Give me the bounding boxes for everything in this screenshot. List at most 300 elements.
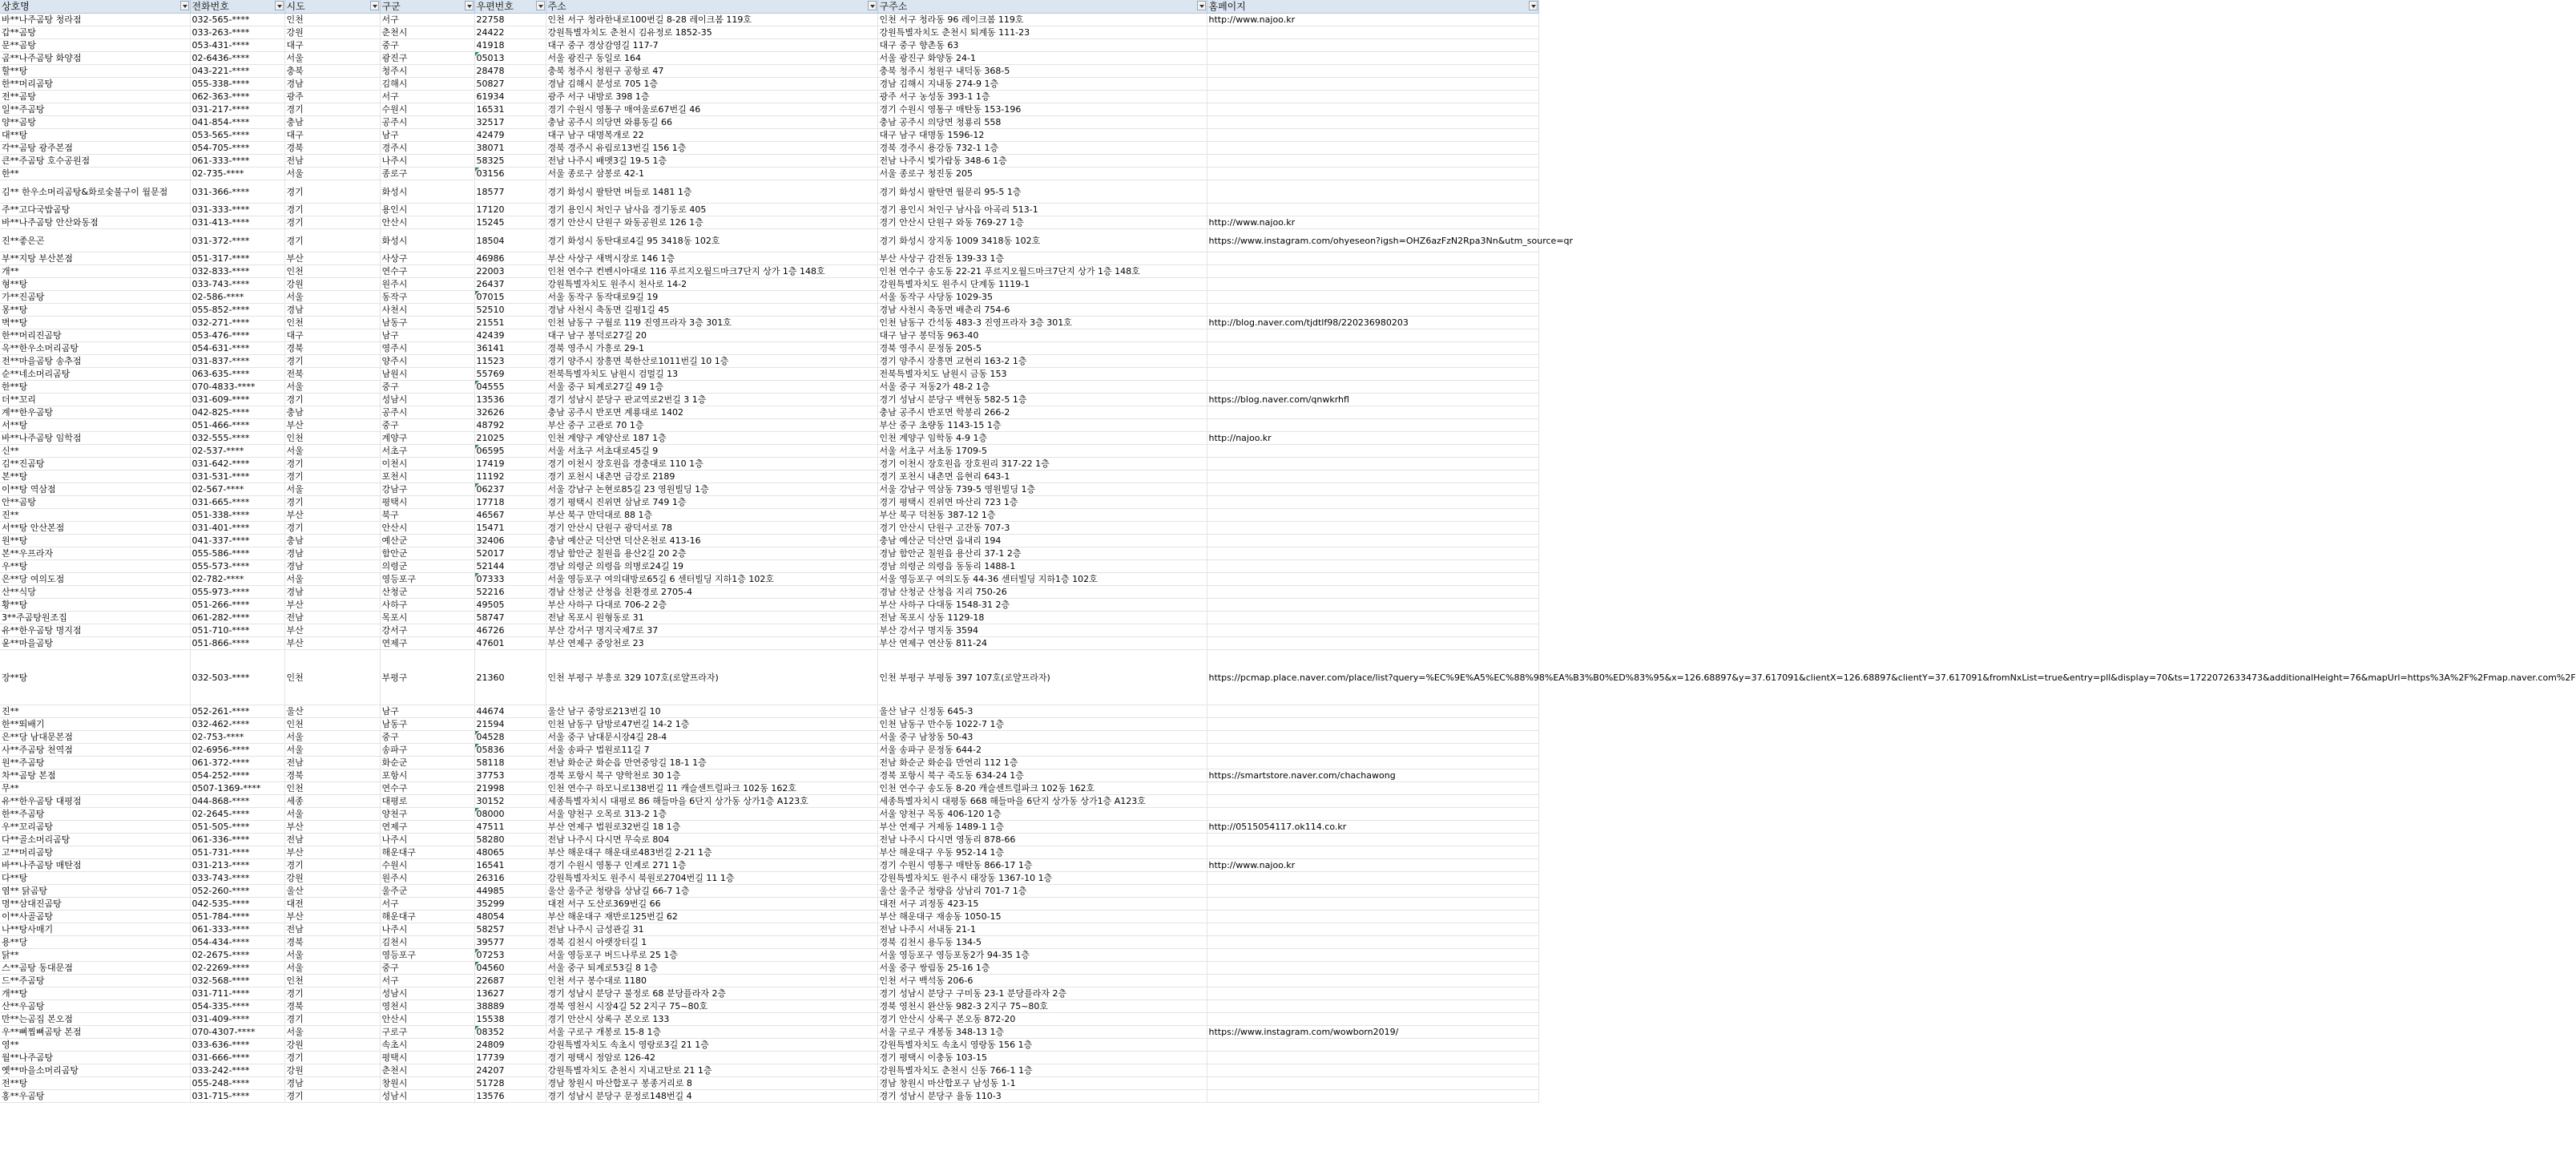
homepage-cell[interactable] <box>1207 834 1538 846</box>
postal-code-cell[interactable]: 22687 <box>474 975 546 987</box>
district-cell[interactable]: 화성시 <box>380 229 474 252</box>
province-cell[interactable]: 경기 <box>284 987 380 1000</box>
business-name-cell[interactable]: 장**탕 <box>0 650 190 705</box>
homepage-cell[interactable]: http://www.najoo.kr <box>1207 859 1538 872</box>
address-cell[interactable]: 부산 강서구 명지국제7로 37 <box>546 624 877 637</box>
phone-cell[interactable]: 054-434-**** <box>190 936 284 949</box>
postal-code-cell[interactable]: 47511 <box>474 821 546 834</box>
homepage-cell[interactable] <box>1207 535 1538 547</box>
phone-cell[interactable]: 055-973-**** <box>190 586 284 599</box>
address-cell[interactable]: 서울 송파구 법원로11길 7 <box>546 744 877 757</box>
old-address-cell[interactable]: 인천 계양구 임학동 4-9 1층 <box>877 432 1207 445</box>
postal-code-cell[interactable]: 16541 <box>474 859 546 872</box>
address-cell[interactable]: 부산 해운대구 재반로125번길 62 <box>546 911 877 923</box>
address-cell[interactable]: 경북 영천시 시장4길 52 2지구 75~80호 <box>546 1000 877 1013</box>
phone-cell[interactable]: 061-333-**** <box>190 923 284 936</box>
phone-cell[interactable]: 051-266-**** <box>190 599 284 612</box>
address-cell[interactable]: 부산 해운대구 해운대로483번길 2-21 1층 <box>546 846 877 859</box>
postal-code-cell[interactable]: 32517 <box>474 116 546 129</box>
old-address-cell[interactable]: 강원특별자치도 원주시 단계동 1119-1 <box>877 278 1207 291</box>
phone-cell[interactable]: 033-636-**** <box>190 1039 284 1052</box>
province-cell[interactable]: 경기 <box>284 859 380 872</box>
business-name-cell[interactable]: 김** 한우소머리곰탕&화로숯불구이 월문점 <box>0 180 190 204</box>
district-cell[interactable]: 공주시 <box>380 116 474 129</box>
old-address-cell[interactable]: 경기 안산시 단원구 와동 769-27 1층 <box>877 216 1207 229</box>
address-cell[interactable]: 인천 연수구 하모니로138번길 11 캐슬센트럴파크 102동 162호 <box>546 782 877 795</box>
postal-code-cell[interactable]: 41918 <box>474 39 546 52</box>
district-cell[interactable]: 안산시 <box>380 522 474 535</box>
old-address-cell[interactable]: 서울 광진구 화양동 24-1 <box>877 52 1207 65</box>
business-name-cell[interactable]: 계**한우곰탕 <box>0 406 190 419</box>
province-cell[interactable]: 인천 <box>284 265 380 278</box>
province-cell[interactable]: 서울 <box>284 731 380 744</box>
phone-cell[interactable]: 054-252-**** <box>190 769 284 782</box>
address-cell[interactable]: 전남 나주시 금성관길 31 <box>546 923 877 936</box>
homepage-cell[interactable] <box>1207 547 1538 560</box>
district-cell[interactable]: 부평구 <box>380 650 474 705</box>
address-cell[interactable]: 부산 사하구 다대로 706-2 2층 <box>546 599 877 612</box>
district-cell[interactable]: 사천시 <box>380 304 474 317</box>
old-address-cell[interactable]: 울산 남구 신정동 645-3 <box>877 705 1207 718</box>
business-name-cell[interactable]: 나**탕사매기 <box>0 923 190 936</box>
homepage-cell[interactable] <box>1207 599 1538 612</box>
district-cell[interactable]: 성남시 <box>380 1090 474 1103</box>
business-name-cell[interactable]: 몽**탕 <box>0 304 190 317</box>
postal-code-cell[interactable]: 13576 <box>474 1090 546 1103</box>
old-address-cell[interactable]: 서울 송파구 문정동 644-2 <box>877 744 1207 757</box>
business-name-cell[interactable]: 벽**탕 <box>0 317 190 329</box>
postal-code-cell[interactable]: 42439 <box>474 329 546 342</box>
old-address-cell[interactable]: 서울 강남구 역삼동 739-5 영원빌딩 1층 <box>877 483 1207 496</box>
district-cell[interactable]: 포천시 <box>380 470 474 483</box>
business-name-cell[interactable]: 이**사골곰탕 <box>0 911 190 923</box>
district-cell[interactable]: 남구 <box>380 705 474 718</box>
business-name-cell[interactable]: 한**머리진곰탕 <box>0 329 190 342</box>
homepage-cell[interactable] <box>1207 757 1538 769</box>
district-cell[interactable]: 원주시 <box>380 278 474 291</box>
phone-cell[interactable]: 031-409-**** <box>190 1013 284 1026</box>
old-address-cell[interactable]: 경북 김천시 용두동 134-5 <box>877 936 1207 949</box>
postal-code-cell[interactable]: 11523 <box>474 355 546 368</box>
district-cell[interactable]: 구로구 <box>380 1026 474 1039</box>
province-cell[interactable]: 경기 <box>284 458 380 470</box>
province-cell[interactable]: 충남 <box>284 406 380 419</box>
old-address-cell[interactable]: 서울 동작구 사당동 1029-35 <box>877 291 1207 304</box>
district-cell[interactable]: 수원시 <box>380 103 474 116</box>
province-cell[interactable]: 서울 <box>284 744 380 757</box>
business-name-cell[interactable]: 염** 닭곰탕 <box>0 885 190 898</box>
postal-code-cell[interactable]: 07333 <box>474 573 546 586</box>
district-cell[interactable]: 남구 <box>380 129 474 142</box>
address-cell[interactable]: 충남 공주시 반포면 계룡대로 1402 <box>546 406 877 419</box>
postal-code-cell[interactable]: 24207 <box>474 1064 546 1077</box>
address-cell[interactable]: 부산 중구 고관로 70 1층 <box>546 419 877 432</box>
phone-cell[interactable]: 032-568-**** <box>190 975 284 987</box>
province-cell[interactable]: 경기 <box>284 103 380 116</box>
phone-cell[interactable]: 032-503-**** <box>190 650 284 705</box>
province-cell[interactable]: 경기 <box>284 355 380 368</box>
postal-code-cell[interactable]: 21025 <box>474 432 546 445</box>
phone-cell[interactable]: 02-735-**** <box>190 168 284 180</box>
old-address-cell[interactable]: 경기 포천시 내촌면 음현리 643-1 <box>877 470 1207 483</box>
district-cell[interactable]: 영등포구 <box>380 949 474 962</box>
province-cell[interactable]: 전남 <box>284 155 380 168</box>
district-cell[interactable]: 성남시 <box>380 394 474 406</box>
province-cell[interactable]: 인천 <box>284 14 380 26</box>
postal-code-cell[interactable]: 52144 <box>474 560 546 573</box>
phone-cell[interactable]: 032-565-**** <box>190 14 284 26</box>
postal-code-cell[interactable]: 04560 <box>474 962 546 975</box>
homepage-cell[interactable] <box>1207 987 1538 1000</box>
postal-code-cell[interactable]: 22003 <box>474 265 546 278</box>
homepage-cell[interactable] <box>1207 155 1538 168</box>
old-address-cell[interactable]: 강원특별자치도 춘천시 퇴계동 111-23 <box>877 26 1207 39</box>
homepage-cell[interactable] <box>1207 483 1538 496</box>
phone-cell[interactable]: 031-413-**** <box>190 216 284 229</box>
province-cell[interactable]: 경남 <box>284 560 380 573</box>
business-name-cell[interactable]: 큰**주곰탕 호수공원점 <box>0 155 190 168</box>
postal-code-cell[interactable]: 58257 <box>474 923 546 936</box>
old-address-cell[interactable]: 서울 중구 저동2가 48-2 1층 <box>877 381 1207 394</box>
business-name-cell[interactable]: 산**우곰탕 <box>0 1000 190 1013</box>
column-header[interactable] <box>190 0 284 14</box>
address-cell[interactable]: 경북 포항시 북구 양학천로 30 1층 <box>546 769 877 782</box>
district-cell[interactable]: 종로구 <box>380 168 474 180</box>
old-address-cell[interactable]: 서울 중구 남창동 50-43 <box>877 731 1207 744</box>
homepage-cell[interactable] <box>1207 898 1538 911</box>
district-cell[interactable]: 연제구 <box>380 821 474 834</box>
district-cell[interactable]: 연수구 <box>380 782 474 795</box>
province-cell[interactable]: 부산 <box>284 911 380 923</box>
province-cell[interactable]: 경남 <box>284 586 380 599</box>
homepage-cell[interactable] <box>1207 406 1538 419</box>
old-address-cell[interactable]: 경북 영주시 문정동 205-5 <box>877 342 1207 355</box>
address-cell[interactable]: 경기 성남시 분당구 문정로148번길 4 <box>546 1090 877 1103</box>
old-address-cell[interactable]: 경기 평택시 이충동 103-15 <box>877 1052 1207 1064</box>
homepage-cell[interactable] <box>1207 103 1538 116</box>
old-address-cell[interactable]: 대구 남구 봉덕동 963-40 <box>877 329 1207 342</box>
old-address-cell[interactable]: 경기 이천시 장호원읍 장호원리 317-22 1층 <box>877 458 1207 470</box>
province-cell[interactable]: 경북 <box>284 769 380 782</box>
business-name-cell[interactable]: 바**나주곰탕 매탄점 <box>0 859 190 872</box>
province-cell[interactable]: 서울 <box>284 808 380 821</box>
address-cell[interactable]: 인천 서구 봉수대로 1180 <box>546 975 877 987</box>
phone-cell[interactable]: 054-335-**** <box>190 1000 284 1013</box>
business-name-cell[interactable]: 옛**마을소머리곰탕 <box>0 1064 190 1077</box>
old-address-cell[interactable]: 경기 수원시 영통구 매탄동 153-196 <box>877 103 1207 116</box>
phone-cell[interactable]: 031-333-**** <box>190 204 284 216</box>
phone-cell[interactable]: 032-555-**** <box>190 432 284 445</box>
address-cell[interactable]: 강원특별자치도 속초시 영랑로3길 21 1층 <box>546 1039 877 1052</box>
province-cell[interactable]: 경기 <box>284 180 380 204</box>
address-cell[interactable]: 경기 평택시 정암로 126-42 <box>546 1052 877 1064</box>
homepage-cell[interactable] <box>1207 923 1538 936</box>
old-address-cell[interactable]: 부산 연제구 거제동 1489-1 1층 <box>877 821 1207 834</box>
province-cell[interactable]: 서울 <box>284 573 380 586</box>
province-cell[interactable]: 전남 <box>284 834 380 846</box>
business-name-cell[interactable]: 우**탕 <box>0 560 190 573</box>
postal-code-cell[interactable]: 47601 <box>474 637 546 650</box>
phone-cell[interactable]: 051-866-**** <box>190 637 284 650</box>
phone-cell[interactable]: 055-248-**** <box>190 1077 284 1090</box>
district-cell[interactable]: 강서구 <box>380 624 474 637</box>
phone-cell[interactable]: 063-635-**** <box>190 368 284 381</box>
postal-code-cell[interactable]: 48054 <box>474 911 546 923</box>
postal-code-cell[interactable]: 38071 <box>474 142 546 155</box>
province-cell[interactable]: 부산 <box>284 419 380 432</box>
postal-code-cell[interactable]: 11192 <box>474 470 546 483</box>
postal-code-cell[interactable]: 17120 <box>474 204 546 216</box>
district-cell[interactable]: 중구 <box>380 381 474 394</box>
homepage-cell[interactable] <box>1207 509 1538 522</box>
postal-code-cell[interactable]: 07015 <box>474 291 546 304</box>
old-address-cell[interactable]: 서울 양천구 목동 406-120 1층 <box>877 808 1207 821</box>
province-cell[interactable]: 서울 <box>284 291 380 304</box>
old-address-cell[interactable]: 전남 목포시 상동 1129-18 <box>877 612 1207 624</box>
address-cell[interactable]: 경북 김천시 아랫장터길 1 <box>546 936 877 949</box>
address-cell[interactable]: 인천 연수구 컨벤시아대로 116 푸르지오월드마크7단지 상가 1층 148호 <box>546 265 877 278</box>
homepage-cell[interactable] <box>1207 911 1538 923</box>
business-name-cell[interactable]: 서**탕 안산본점 <box>0 522 190 535</box>
district-cell[interactable]: 강남구 <box>380 483 474 496</box>
district-cell[interactable]: 영주시 <box>380 342 474 355</box>
filter-dropdown-icon[interactable] <box>868 1 877 10</box>
district-cell[interactable]: 용인시 <box>380 204 474 216</box>
business-name-cell[interactable]: 한** <box>0 168 190 180</box>
old-address-cell[interactable]: 부산 중구 초량동 1143-15 1층 <box>877 419 1207 432</box>
old-address-cell[interactable]: 경기 양주시 장흥면 교현리 163-2 1층 <box>877 355 1207 368</box>
old-address-cell[interactable]: 경남 사천시 축동면 배춘리 754-6 <box>877 304 1207 317</box>
phone-cell[interactable]: 031-401-**** <box>190 522 284 535</box>
district-cell[interactable]: 평택시 <box>380 496 474 509</box>
district-cell[interactable]: 서구 <box>380 14 474 26</box>
business-name-cell[interactable]: 홍**우곰탕 <box>0 1090 190 1103</box>
province-cell[interactable]: 경기 <box>284 394 380 406</box>
business-name-cell[interactable]: 서**탕 <box>0 419 190 432</box>
district-cell[interactable]: 이천시 <box>380 458 474 470</box>
business-name-cell[interactable]: 은**당 여의도점 <box>0 573 190 586</box>
business-name-cell[interactable]: 유**한우곰탕 대평점 <box>0 795 190 808</box>
postal-code-cell[interactable]: 16531 <box>474 103 546 116</box>
postal-code-cell[interactable]: 58118 <box>474 757 546 769</box>
province-cell[interactable]: 인천 <box>284 317 380 329</box>
homepage-cell[interactable]: http://najoo.kr <box>1207 432 1538 445</box>
address-cell[interactable]: 경북 경주시 유림로13번길 156 1층 <box>546 142 877 155</box>
address-cell[interactable]: 서울 양천구 오목로 313-2 1층 <box>546 808 877 821</box>
business-name-cell[interactable]: 유**한우곰탕 명지점 <box>0 624 190 637</box>
address-cell[interactable]: 경기 수원시 영통구 인계로 271 1층 <box>546 859 877 872</box>
postal-code-cell[interactable]: 18504 <box>474 229 546 252</box>
old-address-cell[interactable]: 경기 안산시 단원구 고잔동 707-3 <box>877 522 1207 535</box>
homepage-cell[interactable] <box>1207 936 1538 949</box>
postal-code-cell[interactable]: 04528 <box>474 731 546 744</box>
business-name-cell[interactable]: 고**머리곰탕 <box>0 846 190 859</box>
province-cell[interactable]: 경기 <box>284 496 380 509</box>
address-cell[interactable]: 대전 서구 도산로369번길 66 <box>546 898 877 911</box>
phone-cell[interactable]: 032-271-**** <box>190 317 284 329</box>
homepage-cell[interactable] <box>1207 612 1538 624</box>
province-cell[interactable]: 강원 <box>284 1064 380 1077</box>
province-cell[interactable]: 대구 <box>284 329 380 342</box>
homepage-cell[interactable] <box>1207 1000 1538 1013</box>
province-cell[interactable]: 부산 <box>284 821 380 834</box>
address-cell[interactable]: 서울 구로구 개봉로 15-8 1층 <box>546 1026 877 1039</box>
district-cell[interactable]: 김해시 <box>380 78 474 91</box>
business-name-cell[interactable]: 신** <box>0 445 190 458</box>
district-cell[interactable]: 양천구 <box>380 808 474 821</box>
old-address-cell[interactable]: 부산 해운대구 우동 952-14 1층 <box>877 846 1207 859</box>
phone-cell[interactable]: 033-242-**** <box>190 1064 284 1077</box>
old-address-cell[interactable]: 부산 연제구 연산동 811-24 <box>877 637 1207 650</box>
homepage-cell[interactable] <box>1207 329 1538 342</box>
business-name-cell[interactable]: 만**는곰집 본오점 <box>0 1013 190 1026</box>
old-address-cell[interactable]: 충남 공주시 의당면 청룡리 558 <box>877 116 1207 129</box>
province-cell[interactable]: 경북 <box>284 142 380 155</box>
province-cell[interactable]: 경남 <box>284 304 380 317</box>
address-cell[interactable]: 대구 중구 경상감영길 117-7 <box>546 39 877 52</box>
address-cell[interactable]: 울산 남구 중앙로213번길 10 <box>546 705 877 718</box>
postal-code-cell[interactable]: 52216 <box>474 586 546 599</box>
province-cell[interactable]: 인천 <box>284 782 380 795</box>
phone-cell[interactable]: 032-462-**** <box>190 718 284 731</box>
homepage-cell[interactable] <box>1207 496 1538 509</box>
province-cell[interactable]: 경남 <box>284 547 380 560</box>
old-address-cell[interactable]: 부산 사상구 감전동 139-33 1층 <box>877 252 1207 265</box>
address-cell[interactable]: 경기 포천시 내촌면 금강로 2189 <box>546 470 877 483</box>
homepage-cell[interactable]: https://blog.naver.com/qnwkrhfl <box>1207 394 1538 406</box>
column-header[interactable] <box>474 0 546 14</box>
business-name-cell[interactable]: 형**탕 <box>0 278 190 291</box>
phone-cell[interactable]: 051-710-**** <box>190 624 284 637</box>
district-cell[interactable]: 북구 <box>380 509 474 522</box>
old-address-cell[interactable]: 경북 경주시 용강동 732-1 1층 <box>877 142 1207 155</box>
homepage-cell[interactable] <box>1207 1090 1538 1103</box>
business-name-cell[interactable]: 명**삼대진곰탕 <box>0 898 190 911</box>
phone-cell[interactable]: 02-586-**** <box>190 291 284 304</box>
phone-cell[interactable]: 044-868-**** <box>190 795 284 808</box>
district-cell[interactable]: 청주시 <box>380 65 474 78</box>
old-address-cell[interactable]: 경남 김해시 지내동 274-9 1층 <box>877 78 1207 91</box>
business-name-cell[interactable]: 한**뙤배기 <box>0 718 190 731</box>
old-address-cell[interactable]: 인천 연수구 송도동 22-21 푸르지오월드마크7단지 상가 1층 148호 <box>877 265 1207 278</box>
phone-cell[interactable]: 0507-1369-**** <box>190 782 284 795</box>
district-cell[interactable]: 안산시 <box>380 216 474 229</box>
address-cell[interactable]: 서울 영등포구 여의대방로65길 6 센터빌딩 지하1층 102호 <box>546 573 877 586</box>
homepage-cell[interactable] <box>1207 949 1538 962</box>
province-cell[interactable]: 울산 <box>284 705 380 718</box>
business-name-cell[interactable]: 곰**나주곰탕 화양점 <box>0 52 190 65</box>
address-cell[interactable]: 경기 성남시 분당구 불정로 68 분당플라자 2층 <box>546 987 877 1000</box>
district-cell[interactable]: 서구 <box>380 91 474 103</box>
old-address-cell[interactable]: 경남 산청군 산청읍 지리 750-26 <box>877 586 1207 599</box>
address-cell[interactable]: 경기 성남시 분당구 판교역로2번길 3 1층 <box>546 394 877 406</box>
homepage-cell[interactable]: https://smartstore.naver.com/chachawong <box>1207 769 1538 782</box>
district-cell[interactable]: 예산군 <box>380 535 474 547</box>
phone-cell[interactable]: 02-753-**** <box>190 731 284 744</box>
province-cell[interactable]: 인천 <box>284 718 380 731</box>
phone-cell[interactable]: 051-317-**** <box>190 252 284 265</box>
province-cell[interactable]: 인천 <box>284 432 380 445</box>
business-name-cell[interactable]: 다**골소머리곰탕 <box>0 834 190 846</box>
postal-code-cell[interactable]: 06595 <box>474 445 546 458</box>
province-cell[interactable]: 부산 <box>284 624 380 637</box>
business-name-cell[interactable]: 산**식당 <box>0 586 190 599</box>
old-address-cell[interactable]: 경기 성남시 분당구 율동 110-3 <box>877 1090 1207 1103</box>
homepage-cell[interactable] <box>1207 975 1538 987</box>
phone-cell[interactable]: 043-221-**** <box>190 65 284 78</box>
homepage-cell[interactable] <box>1207 304 1538 317</box>
province-cell[interactable]: 경기 <box>284 1013 380 1026</box>
phone-cell[interactable]: 053-565-**** <box>190 129 284 142</box>
old-address-cell[interactable]: 대전 서구 괴정동 423-15 <box>877 898 1207 911</box>
homepage-cell[interactable] <box>1207 180 1538 204</box>
phone-cell[interactable]: 055-338-**** <box>190 78 284 91</box>
phone-cell[interactable]: 061-372-**** <box>190 757 284 769</box>
district-cell[interactable]: 창원시 <box>380 1077 474 1090</box>
business-name-cell[interactable]: 갑**곰탕 <box>0 26 190 39</box>
district-cell[interactable]: 안산시 <box>380 1013 474 1026</box>
address-cell[interactable]: 세종특별자치시 대평로 86 해들마을 6단지 상가동 상가1층 A123호 <box>546 795 877 808</box>
district-cell[interactable]: 대평로 <box>380 795 474 808</box>
filter-dropdown-icon[interactable] <box>1529 1 1538 10</box>
postal-code-cell[interactable]: 21594 <box>474 718 546 731</box>
old-address-cell[interactable]: 경기 화성시 장지동 1009 3418동 102호 <box>877 229 1207 252</box>
homepage-cell[interactable] <box>1207 560 1538 573</box>
address-cell[interactable]: 경기 안산시 단원구 와동공원로 126 1층 <box>546 216 877 229</box>
address-cell[interactable]: 전남 목포시 원형동로 31 <box>546 612 877 624</box>
postal-code-cell[interactable]: 32626 <box>474 406 546 419</box>
homepage-cell[interactable]: http://blog.naver.com/tjdtlf98/220236980203 <box>1207 317 1538 329</box>
business-name-cell[interactable]: 용**당 <box>0 936 190 949</box>
homepage-cell[interactable] <box>1207 252 1538 265</box>
old-address-cell[interactable]: 경북 영천시 완산동 982-3 2지구 75~80호 <box>877 1000 1207 1013</box>
district-cell[interactable]: 중구 <box>380 962 474 975</box>
province-cell[interactable]: 대구 <box>284 39 380 52</box>
province-cell[interactable]: 서울 <box>284 381 380 394</box>
old-address-cell[interactable]: 전남 나주시 빛가람동 348-6 1층 <box>877 155 1207 168</box>
province-cell[interactable]: 강원 <box>284 1039 380 1052</box>
district-cell[interactable]: 서초구 <box>380 445 474 458</box>
phone-cell[interactable]: 031-366-**** <box>190 180 284 204</box>
old-address-cell[interactable]: 전남 나주시 서내동 21-1 <box>877 923 1207 936</box>
postal-code-cell[interactable]: 52017 <box>474 547 546 560</box>
phone-cell[interactable]: 052-261-**** <box>190 705 284 718</box>
phone-cell[interactable]: 031-665-**** <box>190 496 284 509</box>
postal-code-cell[interactable]: 61934 <box>474 91 546 103</box>
district-cell[interactable]: 성남시 <box>380 987 474 1000</box>
phone-cell[interactable]: 052-260-**** <box>190 885 284 898</box>
old-address-cell[interactable]: 부산 사하구 다대동 1548-31 2층 <box>877 599 1207 612</box>
homepage-cell[interactable] <box>1207 637 1538 650</box>
address-cell[interactable]: 강원특별자치도 원주시 천사로 14-2 <box>546 278 877 291</box>
district-cell[interactable]: 나주시 <box>380 923 474 936</box>
district-cell[interactable]: 경주시 <box>380 142 474 155</box>
filter-dropdown-icon[interactable] <box>536 1 545 10</box>
old-address-cell[interactable]: 울산 울주군 청량읍 상남리 701-7 1층 <box>877 885 1207 898</box>
homepage-cell[interactable] <box>1207 885 1538 898</box>
homepage-cell[interactable] <box>1207 782 1538 795</box>
province-cell[interactable]: 인천 <box>284 650 380 705</box>
homepage-cell[interactable] <box>1207 731 1538 744</box>
postal-code-cell[interactable]: 44674 <box>474 705 546 718</box>
province-cell[interactable]: 경기 <box>284 470 380 483</box>
province-cell[interactable]: 대전 <box>284 898 380 911</box>
old-address-cell[interactable]: 인천 남동구 간석동 483-3 진영프라자 3층 301호 <box>877 317 1207 329</box>
address-cell[interactable]: 경기 이천시 장호원읍 경충대로 110 1층 <box>546 458 877 470</box>
business-name-cell[interactable]: 순**네소머리곰탕 <box>0 368 190 381</box>
province-cell[interactable]: 경기 <box>284 216 380 229</box>
homepage-cell[interactable] <box>1207 381 1538 394</box>
